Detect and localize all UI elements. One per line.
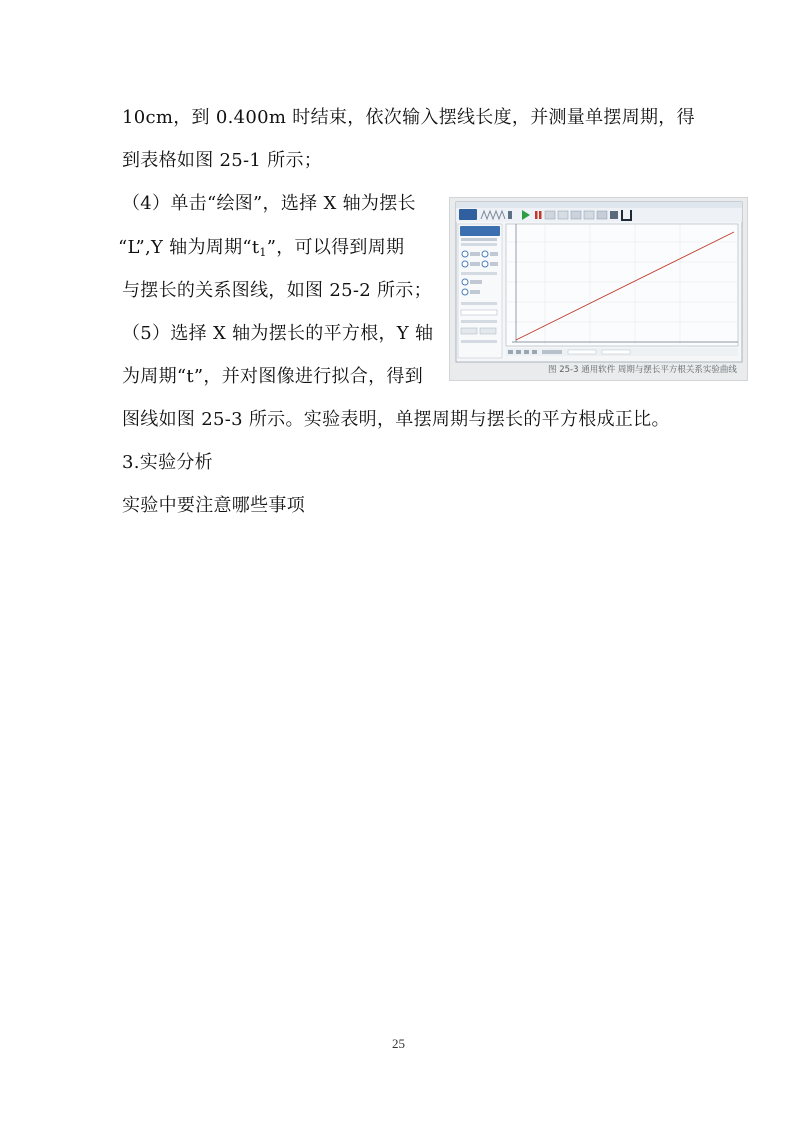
export-icon[interactable] bbox=[597, 211, 607, 219]
cursor-icon bbox=[508, 211, 512, 219]
option-label bbox=[470, 252, 480, 256]
settings-icon[interactable] bbox=[571, 211, 581, 219]
status-icon bbox=[508, 350, 513, 354]
panel-row bbox=[461, 243, 497, 246]
figure-25-3 bbox=[449, 197, 748, 381]
text-line-8: 图线如图 25-3 所示。实验表明，单摆周期与摆长的平方根成正比。 bbox=[122, 409, 670, 430]
text-line-2: 到表格如图 25-1 所示； bbox=[122, 150, 323, 171]
radio-icon[interactable] bbox=[462, 261, 468, 267]
panel-row bbox=[461, 320, 497, 323]
window-titlebar bbox=[456, 202, 742, 208]
status-icon bbox=[532, 350, 537, 354]
pause-icon-left[interactable] bbox=[535, 211, 538, 219]
figure-caption: 图 25-3 通用软件 周期与摆长平方根关系实验曲线 bbox=[548, 365, 737, 375]
text-line-1: 10cm，到 0.400m 时结束，依次输入摆线长度，并测量单摆周期，得 bbox=[122, 107, 695, 128]
text-line-10: 实验中要注意哪些事项 bbox=[122, 495, 305, 516]
radio-icon[interactable] bbox=[482, 261, 488, 267]
section-heading: 3.实验分析 bbox=[122, 452, 213, 473]
status-field bbox=[568, 350, 596, 354]
text-line-7: 为周期“t”，并对图像进行拟合，得到 bbox=[122, 366, 424, 387]
panel-header-button[interactable] bbox=[460, 226, 500, 236]
pause-icon-right[interactable] bbox=[539, 211, 542, 219]
chart-icon[interactable] bbox=[558, 211, 568, 219]
app-logo-icon bbox=[459, 209, 477, 220]
status-icon bbox=[524, 350, 529, 354]
option-label bbox=[470, 290, 480, 294]
panel-row bbox=[461, 302, 497, 305]
option-label bbox=[470, 262, 480, 266]
radio-icon[interactable] bbox=[462, 279, 468, 285]
panel-button[interactable] bbox=[461, 328, 477, 334]
status-icon bbox=[516, 350, 521, 354]
option-label bbox=[490, 252, 498, 256]
panel-row bbox=[461, 238, 497, 241]
panel-row bbox=[461, 340, 497, 343]
page-number: 25 bbox=[392, 1036, 405, 1051]
text-line-3: （4）单击“绘图”，选择 X 轴为摆长 bbox=[122, 193, 416, 214]
panel-row bbox=[461, 272, 497, 275]
text-line-5: 与摆长的关系图线，如图 25-2 所示； bbox=[122, 280, 432, 301]
option-label bbox=[490, 262, 498, 266]
radio-icon[interactable] bbox=[462, 251, 468, 257]
text-line-4-part2: ”，可以得到周期 bbox=[266, 237, 405, 258]
input-field[interactable] bbox=[461, 310, 497, 315]
status-field bbox=[542, 350, 562, 354]
subscript-1: 1 bbox=[259, 246, 267, 259]
text-line-4 bbox=[118, 236, 404, 265]
print-icon[interactable] bbox=[584, 211, 594, 219]
radio-icon[interactable] bbox=[482, 251, 488, 257]
radio-icon[interactable] bbox=[462, 289, 468, 295]
panel-button[interactable] bbox=[480, 328, 496, 334]
option-label bbox=[470, 280, 482, 284]
status-field bbox=[602, 350, 630, 354]
text-line-6: （5）选择 X 轴为摆长的平方根，Y 轴 bbox=[122, 323, 434, 344]
camera-icon[interactable] bbox=[610, 211, 618, 219]
table-icon[interactable] bbox=[545, 211, 555, 219]
software-screenshot bbox=[450, 198, 748, 381]
text-line-4-part1: “L”,Y 轴为周期“t bbox=[118, 237, 260, 258]
